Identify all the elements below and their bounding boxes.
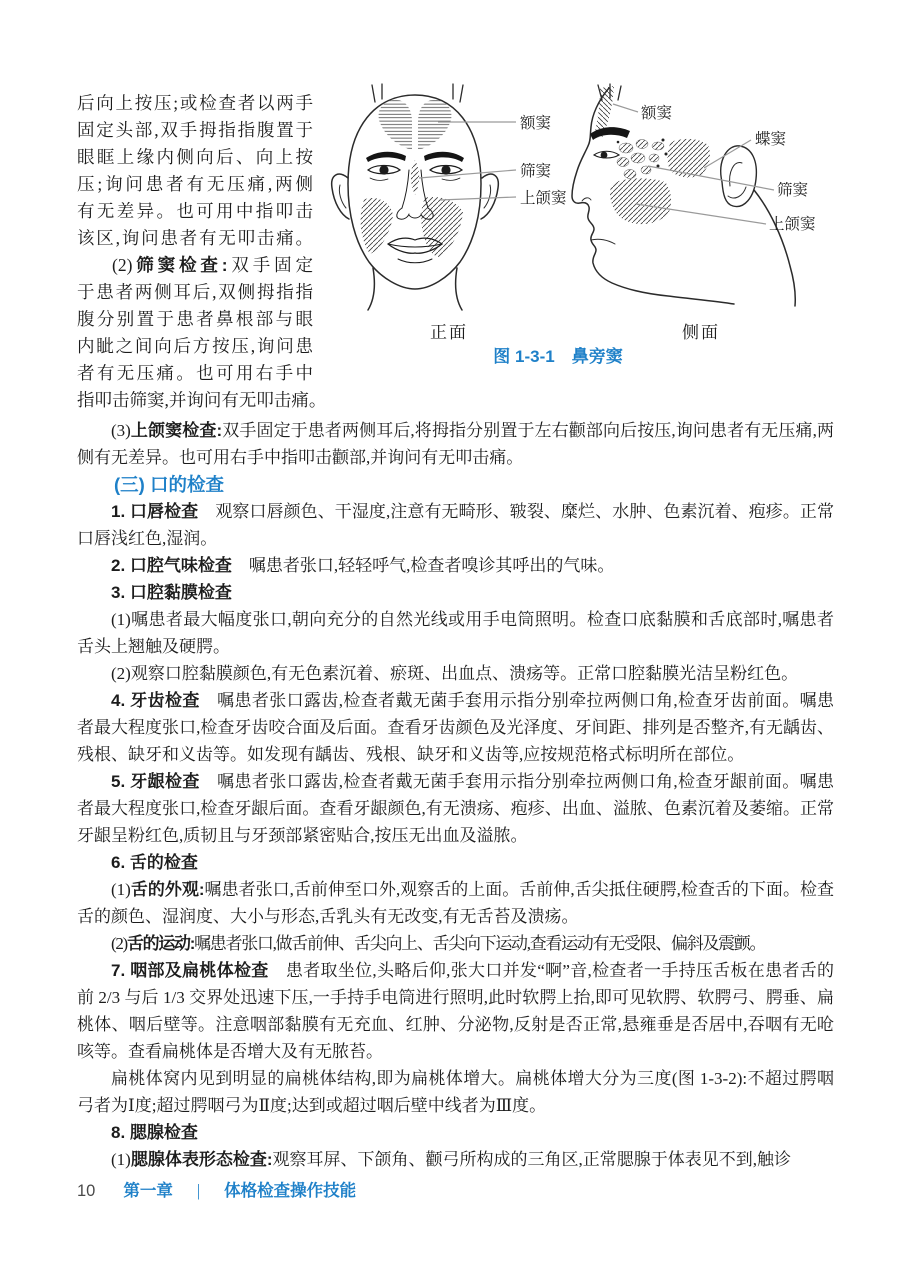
sinus-label-frontal: 额窦 [641,105,673,122]
paragraph-tonsil-grading: 扁桃体窝内见到明显的扁桃体结构,即为扁桃体增大。扁桃体增大分为三度(图 1-3-2):不超过腭咽弓者为Ⅰ度;超过腭咽弓为Ⅱ度;达到或超过咽后壁中线者为Ⅲ度。 [77,1069,834,1115]
term-bold: 7. 咽部及扁桃体检查 [111,961,269,980]
term-bold: 上颌窦检查: [130,421,223,440]
paragraph-tongue-movement [77,930,834,957]
list-marker: (2) [112,255,133,275]
paragraph-oral-mucosa-exam-title [77,579,834,606]
figure-1-3-1 [318,82,855,417]
text-run: 嘱患者张口露齿,检查者戴无菌手套用示指分别牵拉两侧口角,检查牙龈前面。嘱患者最大程度张口,检查牙龈后面。查看牙龈颜色,有无溃疡、疱疹、出血、溢脓、色素沉着及萎缩。正常牙龈呈粉红色,质韧且与牙颈部紧密贴合,按压无出血及溢脓。 [77,772,835,845]
paragraph-oral-mucosa-step1: (1)嘱患者最大幅度张口,朝向充分的自然光线或用手电筒照明。检查口底黏膜和舌底部时,嘱患者舌头上翘触及硬腭。 [77,610,834,656]
term-bold: 舌的外观: [130,880,205,899]
sinus-label-sphenoid: 蝶窦 [755,131,787,148]
text-run: 观察耳屏、下颌角、颧弓所构成的三角区,正常腮腺于体表见不到,触诊 [272,1150,791,1169]
term-bold: 6. 舌的检查 [111,853,198,872]
sinus-label-maxillary: 上颌窦 [520,190,567,207]
paragraph-maxillary-sinus-exam [77,417,834,471]
face-outline [332,84,499,310]
front-view-caption: 正面 [430,323,468,342]
paragraph-mouth-odor-exam [77,552,834,579]
paragraph-parotid-exam-title [77,1119,834,1146]
text-run: 双手固定于患者两侧耳后,将拇指分别置于左右颧部向后按压,询问患者有无压痛,两侧有无差异。也可用右手中指叩击颧部,并询问有无叩击痛。 [77,421,834,467]
text-line: 压;询问患者有无压痛,两侧 [77,174,313,194]
term-bold: 1. 口唇检查 [111,502,199,521]
term-bold: 5. 牙龈检查 [111,772,200,791]
figure-caption: 图 1-3-1 鼻旁窦 [493,347,623,366]
body-text [0,417,900,1173]
term-bold: 2. 口腔气味检查 [111,556,232,575]
left-text-column [77,90,327,414]
term-bold: 腮腺体表形态检查: [130,1150,273,1169]
text-line: 眼眶上缘内侧向后、向上按 [77,147,313,167]
sinus-label-ethmoid: 筛窦 [777,182,809,199]
sinus-label-maxillary: 上颌窦 [769,216,816,233]
page-number: 10 [77,1182,96,1200]
list-marker: (2) [111,934,127,953]
paragraph-oral-mucosa-step2: (2)观察口腔黏膜颜色,有无色素沉着、瘀斑、出血点、溃疡等。正常口腔黏膜光洁呈粉红色。 [111,664,799,683]
term-bold: 8. 腮腺检查 [111,1123,198,1142]
text-line: 内眦之间向后方按压,询问患 [77,336,313,356]
text-line: 该区,询问患者有无叩击痛。 [77,228,313,248]
sinus-label-ethmoid: 筛窦 [520,163,552,180]
text-line: 固定头部,双手拇指指腹置于 [77,120,313,140]
text-run: 观察口唇颜色、干湿度,注意有无畸形、皲裂、糜烂、水肿、色素沉着、疱疹。正常口唇浅红色,湿润。 [77,502,835,548]
paragraph-lip-exam [77,498,834,552]
list-marker: (1) [111,880,131,899]
text-run: 嘱患者张口露齿,检查者戴无菌手套用示指分别牵拉两侧口角,检查牙齿前面。嘱患者最大程度张口,检查牙齿咬合面及后面。查看牙齿颜色及光泽度、牙间距、排列是否整齐,有无龋齿、残根、缺牙和义齿等。如发现有龋齿、残根、缺牙和义齿等,应按规范格式标明所在部位。 [77,691,835,764]
text-run: 双手固定 [227,255,314,275]
paragraph-pharynx-tonsil-exam [77,957,834,1065]
chapter-label: 第一章 [123,1182,173,1200]
side-view-caption: 侧面 [682,323,720,342]
list-marker: (3) [111,421,131,440]
sinus-label-frontal: 额窦 [520,115,552,132]
paragraph-tongue-appearance [77,876,834,930]
text-run: 患者取坐位,头略后仰,张大口并发“啊”音,检查者一手持压舌板在患者舌的前 2/3 与后 1/3 交界处迅速下压,一手持手电筒进行照明,此时软腭上抬,即可见软腭、软腭弓、腭垂、扁桃体、咽后壁等。注意咽部黏膜有无充血、红肿、分泌物,反射是否正常,悬雍垂是否居中,吞咽有无呛咳等。查看扁桃体是否增大及有无脓苔。 [77,961,835,1061]
page-footer [77,1177,356,1201]
section-heading-mouth-exam: (三) 口的检查 [114,474,224,495]
paragraph-parotid-surface-exam [77,1146,834,1173]
profile-features [590,127,630,158]
text-run: 嘱患者张口,轻轻呼气,检查者嗅诊其呼出的气味。 [231,556,615,575]
paragraph-gum-exam [77,768,834,849]
paragraph-teeth-exam [77,687,834,768]
sinus-hatch-regions [361,100,463,257]
text-line: 于患者两侧耳后,双侧拇指指 [77,282,313,302]
text-line: 者有无压痛。也可用右手中 [77,363,313,383]
term-bold: 4. 牙齿检查 [111,691,200,710]
term-bold: 筛窦检查: [132,255,228,275]
text-run: 嘱患者张口,舌前伸至口外,观察舌的上面。舌前伸,舌尖抵住硬腭,检查舌的下面。检查舌的颜色、湿润度、大小与形态,舌乳头有无改变,有无舌苔及溃疡。 [77,880,834,926]
term-bold: 舌的运动: [126,934,195,953]
top-area [0,0,900,417]
side-face-diagram [568,82,855,317]
text-line: 后向上按压;或检查者以两手 [77,93,313,113]
text-line: 腹分别置于患者鼻根部与眼 [77,309,313,329]
book-title: 体格检查操作技能 [224,1182,357,1200]
footer-divider: | [196,1181,201,1200]
term-bold: 3. 口腔黏膜检查 [111,583,232,602]
ethmoid-cells [617,140,664,179]
paragraph-tongue-exam-title [77,849,834,876]
paragraph-ethmoid-sinus-exam-start [77,252,313,279]
text-run: 嘱患者张口,做舌前伸、舌尖向上、舌尖向下运动,查看运动有无受限、偏斜及震颤。 [194,934,766,953]
text-line: 有无差异。也可用中指叩击 [77,201,313,221]
front-face-diagram [318,82,568,317]
text-line: 指叩击筛窦,并询问有无叩击痛。 [77,390,327,410]
list-marker: (1) [111,1150,131,1169]
